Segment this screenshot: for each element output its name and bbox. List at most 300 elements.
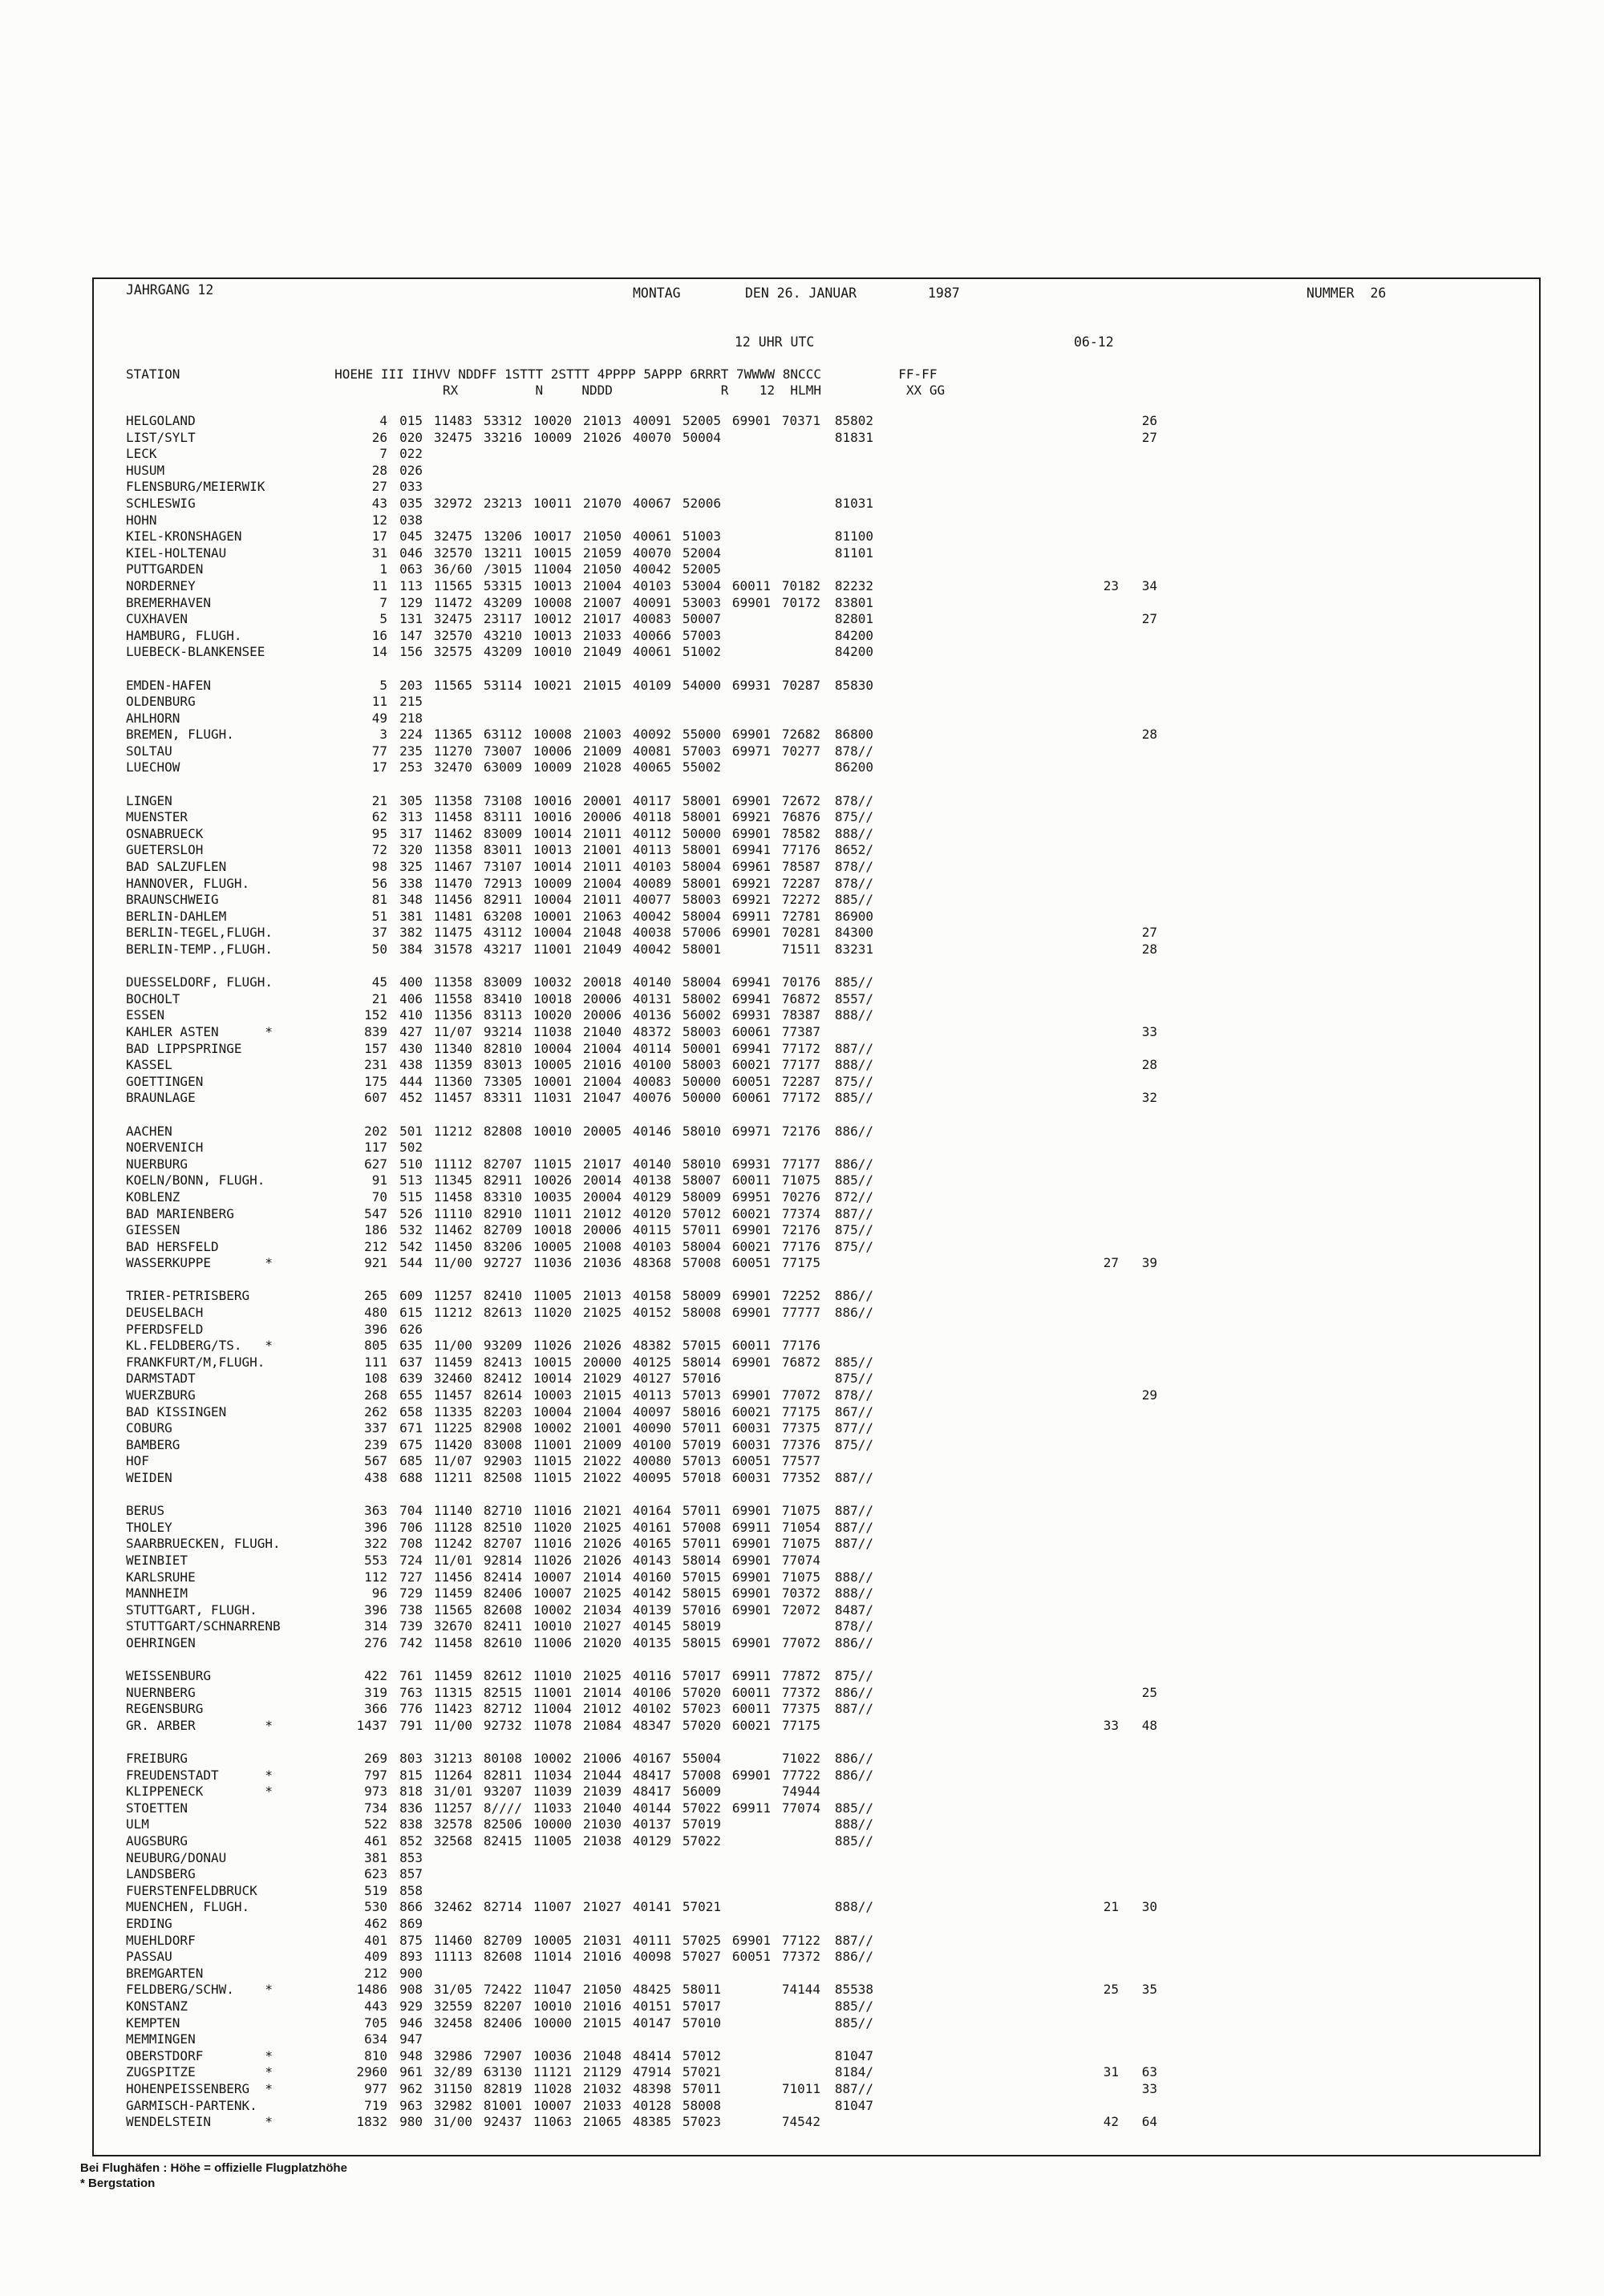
cell-4pppp: 40158 [632, 1288, 671, 1304]
cell-iihvv: 11450 [433, 1238, 472, 1254]
cell-hoehe: 26 [371, 429, 387, 445]
cell-nddff: 43217 [483, 941, 522, 957]
cell-nddff: 82911 [483, 1172, 522, 1188]
cell-7wwww: 71011 [781, 2080, 820, 2096]
cell-iii: 510 [399, 1156, 423, 1172]
cell-hoehe: 921 [364, 1255, 387, 1271]
cell-1sttt: 10002 [533, 1751, 572, 1767]
cell-7wwww: 72072 [781, 1602, 820, 1618]
cell-station: NORDERNEY [126, 577, 196, 593]
cell-iihvv: 11475 [433, 925, 472, 941]
cell-2sttt: 20001 [582, 792, 622, 808]
cell-7wwww: 77372 [781, 1949, 820, 1965]
cell-iii: 526 [399, 1205, 423, 1221]
cell-5appp: 55002 [682, 759, 721, 775]
cell-1sttt: 10009 [533, 759, 572, 775]
cell-iii: 706 [399, 1519, 423, 1535]
cell-iihvv: 11358 [433, 842, 472, 858]
cell-4pppp: 48372 [632, 1023, 671, 1039]
cell-iii: 313 [399, 809, 423, 825]
cell-iii: 866 [399, 1899, 423, 1915]
cell-iii: 063 [399, 561, 423, 577]
cell-hoehe: 7 [379, 446, 387, 462]
cell-iii: 738 [399, 1602, 423, 1618]
cell-hoehe: 977 [364, 2080, 387, 2096]
cell-iihvv: 31/05 [433, 1982, 472, 1998]
cell-2sttt: 21020 [582, 1634, 622, 1650]
cell-2sttt: 21033 [582, 2097, 622, 2113]
cell-nddff: 82508 [483, 1470, 522, 1485]
cell-2sttt: 21026 [582, 1536, 622, 1552]
cell-5appp: 53003 [682, 594, 721, 610]
cell-iihvv: 36/60 [433, 561, 472, 577]
cell-hoehe: 462 [364, 1916, 387, 1932]
cell-2sttt: 21014 [582, 1684, 622, 1700]
cell-station: FREUDENSTADT * [126, 1767, 273, 1783]
cell-hoehe: 11 [371, 577, 387, 593]
cell-2sttt: 21065 [582, 2114, 622, 2130]
cell-7wwww: 70281 [781, 925, 820, 941]
cell-2sttt: 21032 [582, 2080, 622, 2096]
cell-2sttt: 21014 [582, 1569, 622, 1585]
cell-nddff: 53315 [483, 577, 522, 593]
cell-ff: 42 [1103, 2114, 1119, 2130]
cell-4pppp: 40129 [632, 1833, 671, 1849]
cell-hoehe: 805 [364, 1338, 387, 1354]
cell-iii: 637 [399, 1354, 423, 1370]
cell-iii: 444 [399, 1073, 423, 1089]
cell-8nccc: 885// [834, 974, 873, 990]
cell-iihvv: 11457 [433, 1387, 472, 1403]
cell-5appp: 57011 [682, 1420, 721, 1436]
cell-hoehe: 839 [364, 1023, 387, 1039]
cell-station: HUSUM [126, 462, 165, 478]
cell-station: SCHLESWIG [126, 495, 196, 511]
cell-nddff: 82608 [483, 1949, 522, 1965]
cell-iihvv: 32568 [433, 1833, 472, 1849]
cell-station: BAD SALZUFLEN [126, 859, 227, 875]
cell-nddff: 13206 [483, 528, 522, 545]
cell-gg: 27 [1141, 429, 1157, 445]
cell-8nccc: 888// [834, 1007, 873, 1023]
cell-7wwww: 70277 [781, 743, 820, 759]
cell-iihvv: 11565 [433, 577, 472, 593]
cell-2sttt: 21025 [582, 1519, 622, 1535]
cell-7wwww: 77172 [781, 1040, 820, 1056]
cell-nddff: 13211 [483, 545, 522, 561]
cell-hoehe: 157 [364, 1040, 387, 1056]
cell-6rrrt: 69901 [731, 1288, 771, 1304]
cell-hoehe: 553 [364, 1552, 387, 1568]
cell-iii: 875 [399, 1932, 423, 1948]
cell-hoehe: 91 [371, 1172, 387, 1188]
cell-4pppp: 48368 [632, 1255, 671, 1271]
cell-4pppp: 48385 [632, 2114, 671, 2130]
cell-ff: 31 [1103, 2064, 1119, 2080]
cell-8nccc: 888// [834, 1057, 873, 1073]
cell-iii: 452 [399, 1090, 423, 1106]
cell-hoehe: 72 [371, 842, 387, 858]
cell-4pppp: 40077 [632, 892, 671, 908]
cell-1sttt: 11014 [533, 1949, 572, 1965]
cell-nddff: 63208 [483, 908, 522, 924]
cell-7wwww: 77072 [781, 1634, 820, 1650]
cell-7wwww: 77176 [781, 1238, 820, 1254]
cell-5appp: 57027 [682, 1949, 721, 1965]
cell-hoehe: 519 [364, 1882, 387, 1898]
cell-2sttt: 21040 [582, 1800, 622, 1816]
cell-8nccc: 885// [834, 1090, 873, 1106]
cell-iii: 542 [399, 1238, 423, 1254]
cell-1sttt: 11016 [533, 1536, 572, 1552]
cell-8nccc: 84200 [834, 644, 873, 660]
cell-5appp: 54000 [682, 677, 721, 693]
cell-iihvv: 32559 [433, 1998, 472, 2014]
cell-station: KL.FELDBERG/TS. * [126, 1338, 273, 1354]
cell-2sttt: 20014 [582, 1172, 622, 1188]
cell-station: BERUS [126, 1503, 165, 1519]
cell-iii: 400 [399, 974, 423, 990]
cell-2sttt: 21013 [582, 1288, 622, 1304]
cell-nddff: 63112 [483, 727, 522, 743]
cell-nddff: 82910 [483, 1205, 522, 1221]
cell-1sttt: 10020 [533, 413, 572, 428]
cell-8nccc: 887// [834, 1932, 873, 1948]
cell-hoehe: 21 [371, 990, 387, 1006]
date-label: DEN 26. JANUAR [745, 285, 857, 301]
cell-7wwww: 71511 [781, 941, 820, 957]
cell-4pppp: 40070 [632, 429, 671, 445]
cell-iihvv: 11483 [433, 413, 472, 428]
cell-8nccc: 885// [834, 1172, 873, 1188]
cell-4pppp: 40151 [632, 1998, 671, 2014]
cell-4pppp: 40067 [632, 495, 671, 511]
cell-4pppp: 40097 [632, 1403, 671, 1419]
cell-hoehe: 734 [364, 1800, 387, 1816]
cell-4pppp: 40061 [632, 644, 671, 660]
cell-iii: 532 [399, 1222, 423, 1238]
cell-station: LUEBECK-BLANKENSEE [126, 644, 265, 660]
cell-iii: 129 [399, 594, 423, 610]
cell-1sttt: 11026 [533, 1552, 572, 1568]
column-headers-line2: RX N NDDD R 12 HLMH XX GG [126, 383, 946, 398]
cell-iii: 430 [399, 1040, 423, 1056]
cell-iii: 688 [399, 1470, 423, 1485]
cell-4pppp: 40127 [632, 1371, 671, 1387]
cell-4pppp: 40103 [632, 1238, 671, 1254]
cell-5appp: 52005 [682, 561, 721, 577]
cell-ff: 33 [1103, 1717, 1119, 1733]
cell-hoehe: 212 [364, 1238, 387, 1254]
cell-5appp: 58016 [682, 1403, 721, 1419]
cell-2sttt: 21011 [582, 825, 622, 841]
cell-8nccc: 886// [834, 1684, 873, 1700]
cell-1sttt: 11010 [533, 1668, 572, 1684]
cell-station: GR. ARBER * [126, 1717, 273, 1733]
cell-5appp: 57003 [682, 627, 721, 643]
cell-nddff: 83111 [483, 809, 522, 825]
cell-hoehe: 719 [364, 2097, 387, 2113]
cell-8nccc: 8652/ [834, 842, 873, 858]
cell-hoehe: 810 [364, 2047, 387, 2063]
cell-hoehe: 28 [371, 462, 387, 478]
cell-iihvv: 11565 [433, 677, 472, 693]
cell-iii: 963 [399, 2097, 423, 2113]
cell-8nccc: 887// [834, 1503, 873, 1519]
cell-nddff: 82614 [483, 1387, 522, 1403]
cell-iihvv: 11459 [433, 1354, 472, 1370]
cell-iihvv: 32578 [433, 1816, 472, 1832]
cell-5appp: 57011 [682, 1503, 721, 1519]
cell-iihvv: 11458 [433, 1188, 472, 1205]
cell-2sttt: 21001 [582, 842, 622, 858]
cell-4pppp: 40140 [632, 974, 671, 990]
cell-6rrrt: 69941 [731, 974, 771, 990]
cell-1sttt: 10008 [533, 727, 572, 743]
cell-5appp: 57011 [682, 1222, 721, 1238]
cell-nddff: 83009 [483, 825, 522, 841]
cell-iii: 235 [399, 743, 423, 759]
cell-6rrrt: 69921 [731, 809, 771, 825]
cell-7wwww: 77176 [781, 842, 820, 858]
cell-5appp: 58014 [682, 1354, 721, 1370]
cell-iihvv: 11457 [433, 1090, 472, 1106]
cell-nddff: 43210 [483, 627, 522, 643]
cell-5appp: 58008 [682, 1305, 721, 1321]
cell-5appp: 50001 [682, 1040, 721, 1056]
cell-5appp: 57013 [682, 1387, 721, 1403]
cell-2sttt: 21017 [582, 1156, 622, 1172]
cell-gg: 28 [1141, 941, 1157, 957]
cell-5appp: 58004 [682, 974, 721, 990]
cell-iii: 853 [399, 1849, 423, 1865]
cell-iihvv: 11456 [433, 892, 472, 908]
cell-1sttt: 10026 [533, 1172, 572, 1188]
cell-5appp: 50007 [682, 611, 721, 627]
cell-8nccc: 887// [834, 1536, 873, 1552]
cell-nddff: 82707 [483, 1536, 522, 1552]
cell-hoehe: 4 [379, 413, 387, 428]
cell-station: STUTTGART/SCHNARRENB [126, 1618, 281, 1634]
cell-hoehe: 381 [364, 1849, 387, 1865]
cell-1sttt: 11028 [533, 2080, 572, 2096]
cell-1sttt: 10012 [533, 611, 572, 627]
cell-nddff: 92732 [483, 1717, 522, 1733]
cell-8nccc: 8557/ [834, 990, 873, 1006]
cell-8nccc: 887// [834, 1470, 873, 1485]
cell-iihvv: 11565 [433, 1602, 472, 1618]
cell-5appp: 58004 [682, 908, 721, 924]
cell-2sttt: 21026 [582, 429, 622, 445]
cell-1sttt: 11001 [533, 1436, 572, 1452]
cell-station: CUXHAVEN [126, 611, 188, 627]
cell-7wwww: 71075 [781, 1172, 820, 1188]
cell-station: WEIDEN [126, 1470, 172, 1485]
cell-5appp: 56002 [682, 1007, 721, 1023]
cell-5appp: 55000 [682, 727, 721, 743]
cell-4pppp: 40070 [632, 545, 671, 561]
cell-6rrrt: 69921 [731, 892, 771, 908]
cell-5appp: 57019 [682, 1816, 721, 1832]
cell-4pppp: 40142 [632, 1585, 671, 1602]
cell-2sttt: 20006 [582, 1007, 622, 1023]
cell-iii: 852 [399, 1833, 423, 1849]
cell-4pppp: 40141 [632, 1899, 671, 1915]
cell-iihvv: 31/01 [433, 1784, 472, 1800]
cell-1sttt: 10036 [533, 2047, 572, 2063]
cell-1sttt: 10001 [533, 1073, 572, 1089]
cell-1sttt: 11026 [533, 1338, 572, 1354]
cell-2sttt: 21048 [582, 2047, 622, 2063]
cell-hoehe: 62 [371, 809, 387, 825]
cell-iihvv: 11335 [433, 1403, 472, 1419]
cell-6rrrt: 60051 [731, 1949, 771, 1965]
cell-iihvv: 11345 [433, 1172, 472, 1188]
cell-iihvv: 11558 [433, 990, 472, 1006]
cell-1sttt: 11039 [533, 1784, 572, 1800]
cell-1sttt: 10008 [533, 594, 572, 610]
cell-2sttt: 21015 [582, 677, 622, 693]
cell-hoehe: 461 [364, 1833, 387, 1849]
cell-station: BAD MARIENBERG [126, 1205, 234, 1221]
cell-iii: 156 [399, 644, 423, 660]
cell-hoehe: 21 [371, 792, 387, 808]
cell-8nccc: 878// [834, 1618, 873, 1634]
cell-iii: 203 [399, 677, 423, 693]
cell-ff: 23 [1103, 577, 1119, 593]
cell-7wwww: 72287 [781, 875, 820, 891]
cell-iii: 776 [399, 1701, 423, 1717]
cell-1sttt: 11005 [533, 1288, 572, 1304]
cell-4pppp: 40092 [632, 727, 671, 743]
cell-iihvv: 11/07 [433, 1453, 472, 1469]
cell-iii: 639 [399, 1371, 423, 1387]
cell-gg: 28 [1141, 727, 1157, 743]
cell-station: PASSAU [126, 1949, 172, 1965]
cell-1sttt: 11004 [533, 1701, 572, 1717]
cell-iii: 900 [399, 1965, 423, 1981]
cell-iihvv: 11/07 [433, 1023, 472, 1039]
cell-nddff: 8//// [483, 1800, 522, 1816]
cell-station: GOETTINGEN [126, 1073, 204, 1089]
cell-7wwww: 77177 [781, 1156, 820, 1172]
cell-hoehe: 239 [364, 1436, 387, 1452]
cell-iihvv: 11211 [433, 1470, 472, 1485]
cell-iihvv: 11/00 [433, 1255, 472, 1271]
cell-station: BAD HERSFELD [126, 1238, 219, 1254]
cell-5appp: 52005 [682, 413, 721, 428]
cell-iihvv: 11/00 [433, 1717, 472, 1733]
cell-hoehe: 5 [379, 611, 387, 627]
cell-8nccc: 888// [834, 1585, 873, 1602]
cell-station: KOBLENZ [126, 1188, 180, 1205]
cell-6rrrt: 69901 [731, 1552, 771, 1568]
cell-nddff: 43209 [483, 594, 522, 610]
cell-4pppp: 40083 [632, 1073, 671, 1089]
cell-2sttt: 21044 [582, 1767, 622, 1783]
cell-nddff: 83008 [483, 1436, 522, 1452]
cell-station: BERLIN-TEGEL,FLUGH. [126, 925, 273, 941]
cell-iii: 869 [399, 1916, 423, 1932]
cell-station: SOLTAU [126, 743, 172, 759]
cell-2sttt: 21011 [582, 859, 622, 875]
cell-1sttt: 10015 [533, 545, 572, 561]
cell-nddff: 43112 [483, 925, 522, 941]
cell-station: GIESSEN [126, 1222, 180, 1238]
cell-iii: 215 [399, 694, 423, 710]
cell-8nccc: 885// [834, 1998, 873, 2014]
cell-station: WEINBIET [126, 1552, 188, 1568]
cell-2sttt: 21022 [582, 1453, 622, 1469]
cell-station: AUGSBURG [126, 1833, 188, 1849]
cell-1sttt: 10005 [533, 1932, 572, 1948]
cell-5appp: 58001 [682, 842, 721, 858]
cell-4pppp: 40136 [632, 1007, 671, 1023]
cell-4pppp: 40100 [632, 1057, 671, 1073]
cell-iihvv: 11360 [433, 1073, 472, 1089]
cell-ff: 21 [1103, 1899, 1119, 1915]
cell-2sttt: 21001 [582, 1420, 622, 1436]
cell-6rrrt: 69921 [731, 875, 771, 891]
cell-station: BRAUNSCHWEIG [126, 892, 219, 908]
cell-7wwww: 74144 [781, 1982, 820, 1998]
cell-iihvv: 32460 [433, 1371, 472, 1387]
cell-nddff: 82819 [483, 2080, 522, 2096]
cell-1sttt: 10013 [533, 842, 572, 858]
cell-iihvv: 31213 [433, 1751, 472, 1767]
cell-hoehe: 634 [364, 2031, 387, 2047]
cell-nddff: 83310 [483, 1188, 522, 1205]
cell-6rrrt: 69901 [731, 1536, 771, 1552]
cell-iii: 858 [399, 1882, 423, 1898]
cell-hoehe: 95 [371, 825, 387, 841]
cell-6rrrt: 60021 [731, 1717, 771, 1733]
cell-5appp: 57021 [682, 1899, 721, 1915]
cell-1sttt: 11001 [533, 941, 572, 957]
cell-7wwww: 71075 [781, 1569, 820, 1585]
cell-iihvv: 11481 [433, 908, 472, 924]
cell-4pppp: 40160 [632, 1569, 671, 1585]
cell-4pppp: 40111 [632, 1932, 671, 1948]
cell-nddff: 82207 [483, 1998, 522, 2014]
cell-iihvv: 11242 [433, 1536, 472, 1552]
cell-hoehe: 438 [364, 1470, 387, 1485]
cell-6rrrt: 60011 [731, 577, 771, 593]
cell-hoehe: 337 [364, 1420, 387, 1436]
cell-8nccc: 86200 [834, 759, 873, 775]
cell-4pppp: 40080 [632, 1453, 671, 1469]
cell-1sttt: 11038 [533, 1023, 572, 1039]
cell-1sttt: 10004 [533, 1040, 572, 1056]
cell-7wwww: 77175 [781, 1717, 820, 1733]
cell-iihvv: 11358 [433, 792, 472, 808]
cell-4pppp: 40103 [632, 577, 671, 593]
cell-5appp: 53004 [682, 577, 721, 593]
cell-1sttt: 11121 [533, 2064, 572, 2080]
cell-5appp: 57015 [682, 1338, 721, 1354]
cell-iihvv: 11270 [433, 743, 472, 759]
cell-hoehe: 16 [371, 627, 387, 643]
cell-7wwww: 76876 [781, 809, 820, 825]
cell-8nccc: 888// [834, 1816, 873, 1832]
cell-hoehe: 607 [364, 1090, 387, 1106]
cell-iii: 348 [399, 892, 423, 908]
cell-station: BRAUNLAGE [126, 1090, 196, 1106]
cell-iii: 836 [399, 1800, 423, 1816]
cell-8nccc: 875// [834, 1371, 873, 1387]
cell-7wwww: 77387 [781, 1023, 820, 1039]
cell-7wwww: 77352 [781, 1470, 820, 1485]
